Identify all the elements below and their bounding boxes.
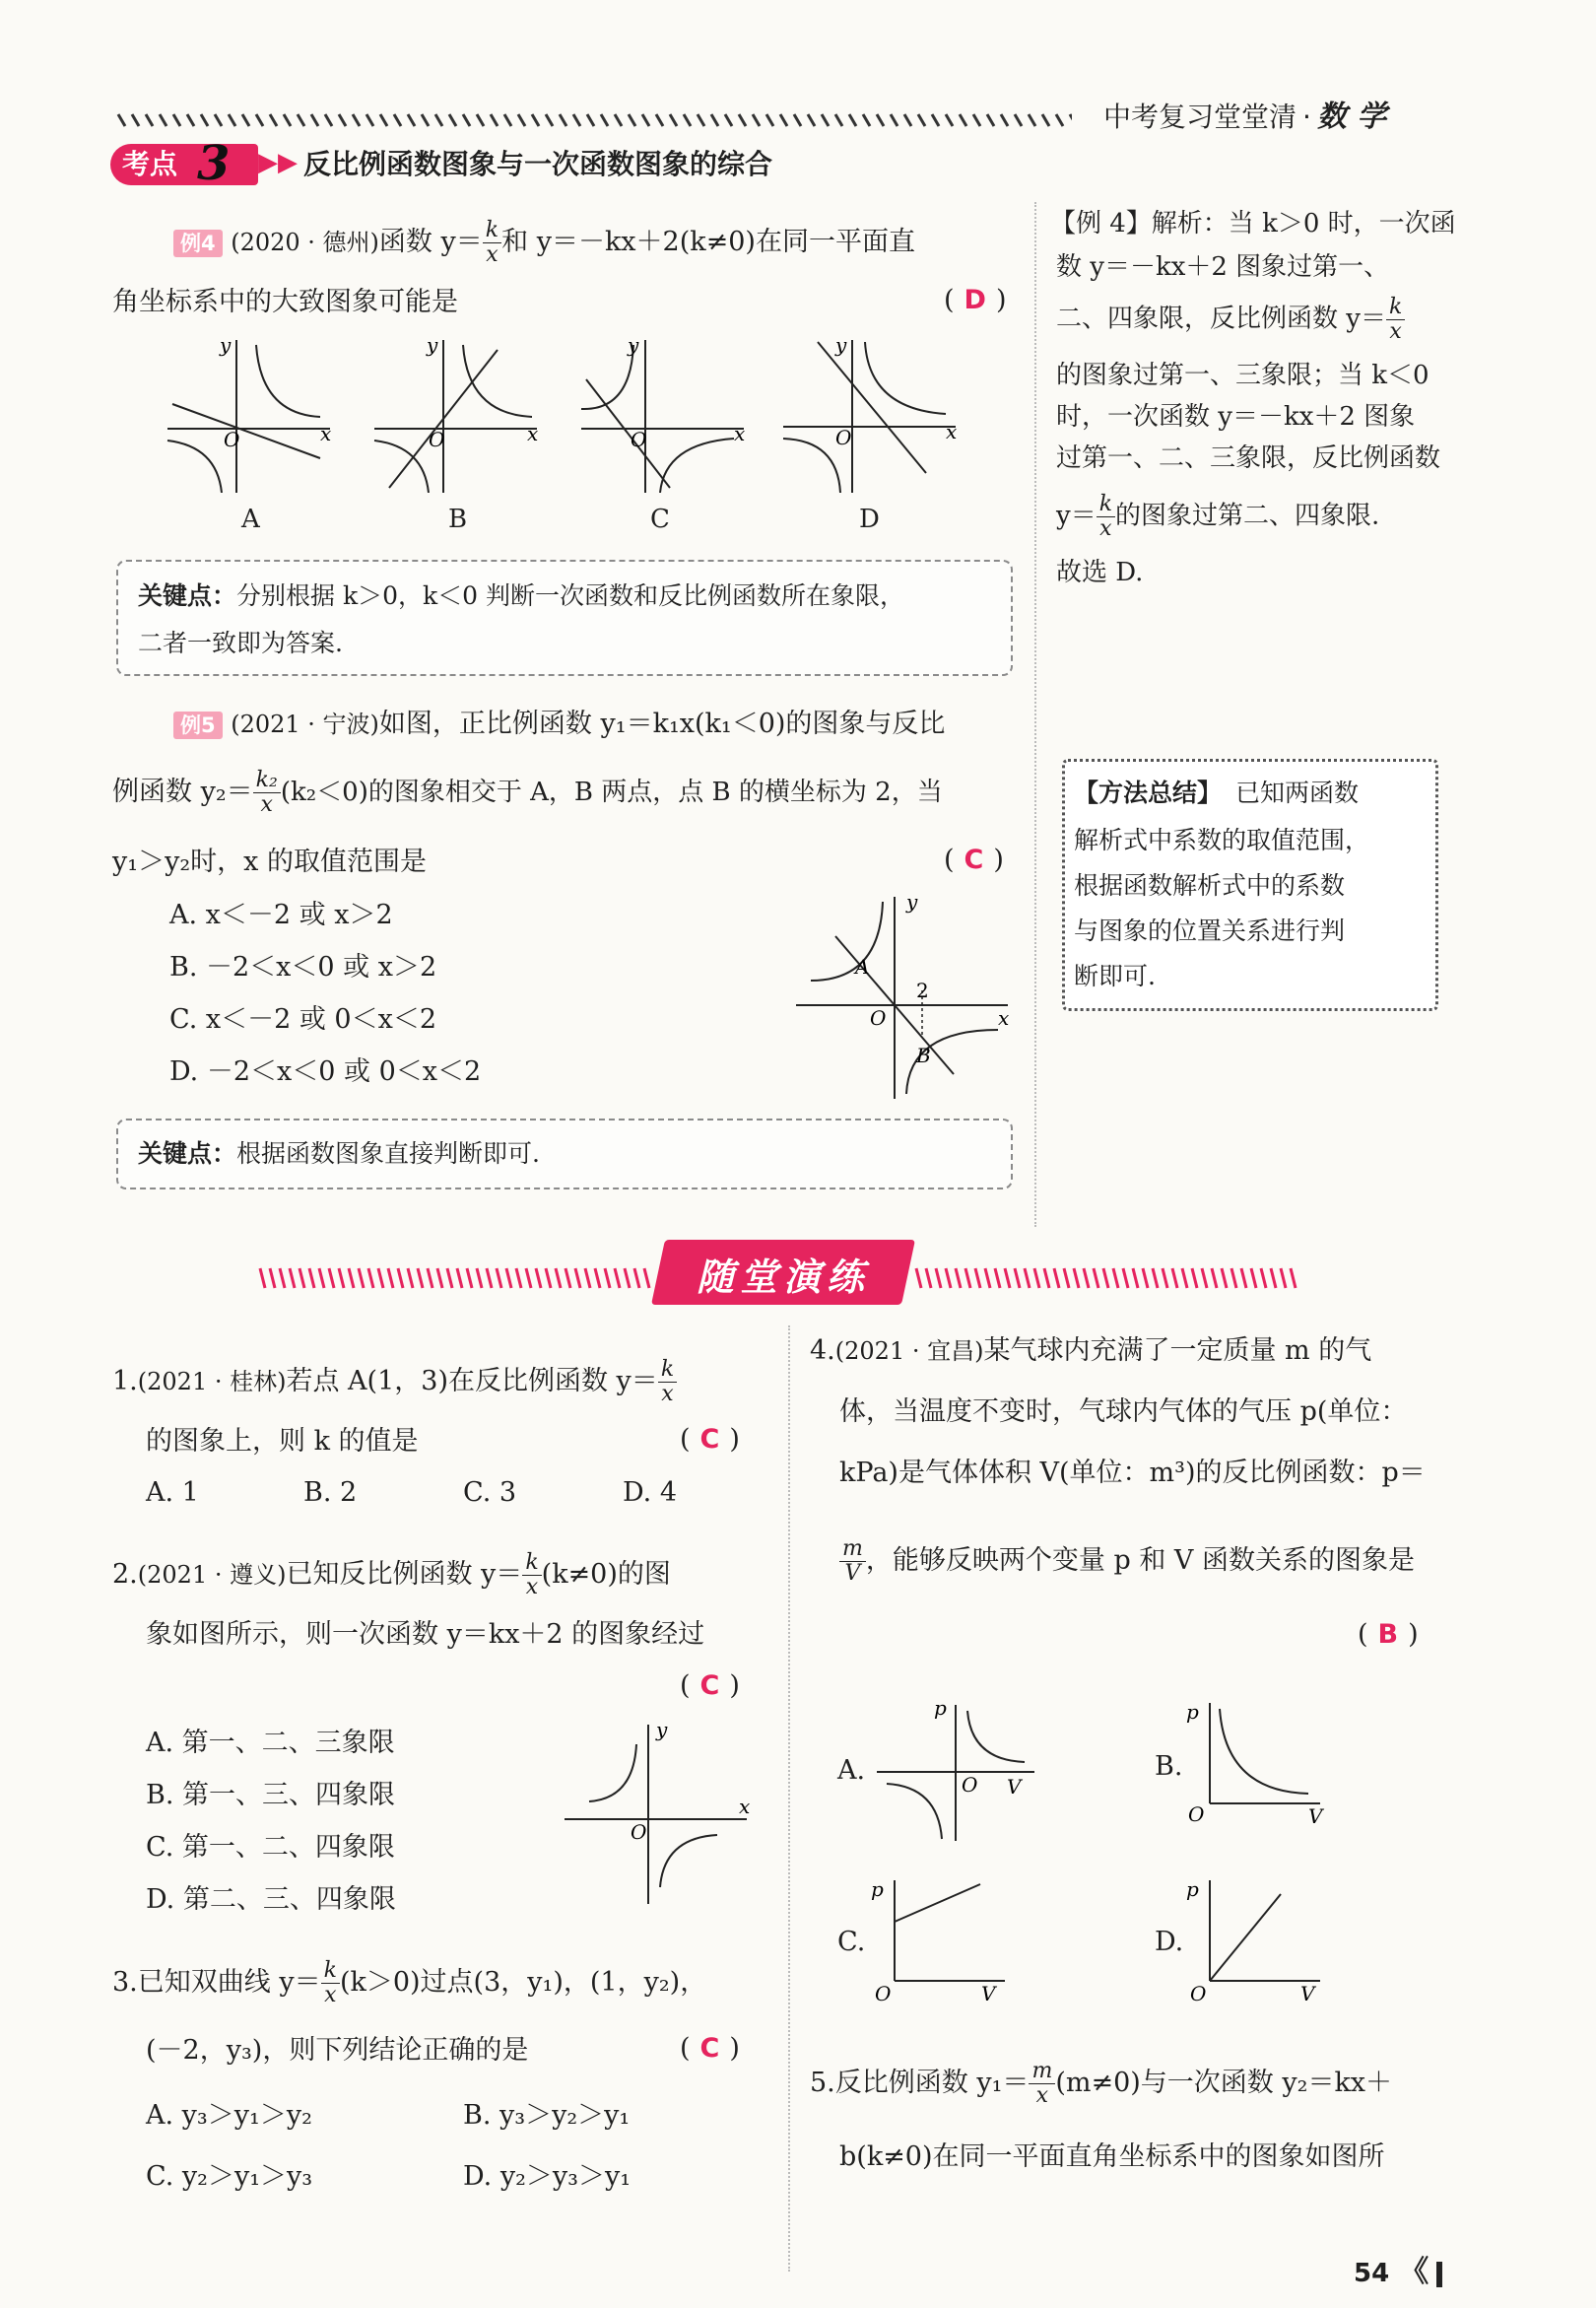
q4-graph-c (867, 1872, 1015, 2005)
q1-frac-den: x (661, 1382, 674, 1406)
key-point-1-line2: 二者一致即为答案. (138, 629, 343, 657)
q5-frac-den: x (1035, 2083, 1049, 2108)
q3-line1 (112, 1959, 706, 2007)
ex5-answer-value: C (964, 845, 984, 875)
q5-num: 5. (810, 2068, 835, 2098)
q4-a-p: p (934, 1696, 947, 1720)
q2-frac-den: x (525, 1575, 539, 1599)
ex4-answer-open: ( (944, 285, 955, 315)
method-label: 【方法总结】 (1074, 779, 1223, 807)
ex5-graph-o: O (870, 1006, 887, 1030)
ex4-tag: 例4 (173, 230, 223, 257)
ex4-text-b: 和 y＝－kx＋2(k≠0)在同一平面直 (501, 227, 915, 257)
ex4-option-b: B (448, 505, 468, 534)
ex5-answer (944, 844, 1004, 877)
ex4-graph-a (163, 330, 340, 493)
q1-line2: 的图象上，则 k 的值是 (146, 1426, 419, 1457)
ex5-frac-num: k₂ (253, 769, 281, 793)
q4-a-v: V (1007, 1775, 1022, 1799)
q4-answer-close: ) (1408, 1619, 1419, 1650)
q2-graph-o: O (631, 1820, 647, 1844)
q3-text-b: (k＞0)过点(3，y₁)，(1，y₂)， (339, 1967, 707, 1998)
q3-fraction (321, 1959, 340, 2007)
ex4-option-c: C (650, 505, 670, 534)
ex4-a-origin: O (224, 428, 240, 451)
q4-graph-d (1182, 1872, 1330, 2005)
q1-answer-close: ) (729, 1424, 740, 1455)
method-line3: 根据函数解析式中的系数 (1074, 871, 1346, 900)
ex4-option-d: D (859, 505, 880, 534)
ex5-option-d: D. －2＜x＜0 或 0＜x＜2 (169, 1056, 482, 1087)
q1-frac-num: k (658, 1358, 677, 1383)
q2-line1 (112, 1551, 671, 1599)
ex4-answer-value: D (964, 285, 986, 315)
q2-text-a: 已知反比例函数 y＝ (286, 1559, 523, 1590)
ex4-graph-b (369, 330, 547, 493)
q5-text-b: (m≠0)与一次函数 y₂＝kx＋ (1055, 2068, 1393, 2098)
ex4-graph-d (778, 330, 965, 493)
q2-option-c: C. 第一、二、四象限 (146, 1832, 395, 1863)
q2-line2: 象如图所示，则一次函数 y＝kx＋2 的图象经过 (146, 1619, 705, 1650)
ex5-graph (796, 887, 1018, 1104)
q2-graph (560, 1715, 757, 1907)
q4-line1-text: 某气球内充满了一定质量 m 的气 (983, 1335, 1372, 1366)
q4-frac-den: V (844, 1561, 861, 1586)
q5-frac-num: m (1029, 2060, 1055, 2084)
ex4-c-y: y (628, 333, 639, 357)
q3-option-b: B. y₃＞y₂＞y₁ (463, 2100, 631, 2131)
ex5-fraction (253, 769, 281, 817)
q4-answer-value: B (1377, 1619, 1399, 1650)
q4-c-v: V (981, 1982, 996, 2005)
column-divider (1034, 202, 1036, 1227)
ex4-a-y: y (220, 333, 232, 357)
method-line2: 解析式中系数的取值范围， (1074, 826, 1370, 854)
header-dot: · (1302, 101, 1311, 133)
header-series-name: 中考复习堂堂清 (1103, 101, 1297, 133)
kaodian-number: 3 (197, 136, 231, 191)
ex4-a-x: x (320, 422, 332, 445)
page-number (1354, 2247, 1442, 2290)
ex5-line1 (173, 708, 945, 741)
ex4-line1 (173, 219, 915, 267)
side1-line5: 时，一次函数 y＝－kx＋2 图象 (1056, 402, 1416, 432)
ex5-graph-x: x (998, 1006, 1010, 1030)
side1-line2: 数 y＝－kx＋2 图象过第一、 (1056, 252, 1390, 282)
q1-source: (2021 · 桂林) (137, 1368, 287, 1395)
q1-option-b: B. 2 (303, 1477, 358, 1508)
page-mark: 《 (1399, 2255, 1430, 2289)
q2-graph-y: y (656, 1718, 668, 1741)
q3-text-a: 已知双曲线 y＝ (137, 1967, 321, 1998)
page-number-value: 54 (1354, 2259, 1390, 2288)
ex4-c-origin: O (631, 428, 647, 451)
method-line1-text: 已知两函数 (1235, 779, 1360, 807)
q4-b-v: V (1308, 1804, 1323, 1828)
side1-line8: 故选 D. (1056, 558, 1144, 587)
q4-c-o: O (875, 1982, 892, 2005)
side1-fraction-1 (1386, 296, 1405, 344)
q4-fraction (839, 1537, 866, 1586)
ex5-line2 (112, 769, 943, 817)
q5-text-a: 反比例函数 y₁＝ (834, 2068, 1030, 2098)
q3-frac-num: k (321, 1959, 340, 1984)
q3-answer-open: ( (680, 2033, 691, 2064)
q4-d-v: V (1300, 1982, 1315, 2005)
q3-frac-den: x (324, 1983, 337, 2007)
ex4-fraction (483, 219, 501, 267)
ex5-graph-b: B (916, 1044, 931, 1067)
q1-num: 1. (112, 1366, 138, 1396)
ex5-graph-2: 2 (916, 979, 929, 1002)
q2-fraction (522, 1551, 541, 1599)
ex4-source: (2020 · 德州) (231, 229, 379, 256)
q3-option-c: C. y₂＞y₁＞y₃ (146, 2161, 313, 2192)
key-point-1-line1 (138, 579, 904, 613)
q4-b-o: O (1188, 1802, 1205, 1826)
q1-text: 若点 A(1，3)在反比例函数 y＝ (286, 1366, 658, 1396)
q1-option-a: A. 1 (146, 1477, 199, 1508)
ex4-frac-num: k (483, 219, 501, 243)
key-point-2-line1 (138, 1137, 540, 1171)
ex4-b-origin: O (429, 428, 445, 451)
ex5-line3: y₁＞y₂时，x 的取值范围是 (112, 847, 427, 877)
ex5-line2-b: (k₂＜0)的图象相交于 A，B 两点，点 B 的横坐标为 2，当 (280, 778, 943, 807)
q1-answer (680, 1423, 740, 1457)
q2-answer (680, 1669, 740, 1703)
side1-line3 (1056, 296, 1405, 344)
q4-source: (2021 · 宜昌) (834, 1337, 984, 1365)
q4-d-o: O (1190, 1982, 1207, 2005)
ex5-option-c: C. x＜－2 或 0＜x＜2 (169, 1004, 437, 1035)
method-line4: 与图象的位置关系进行判 (1074, 916, 1346, 945)
ex4-d-origin: O (835, 426, 852, 449)
side1-line7-b: 的图象过第二、四象限. (1115, 501, 1380, 531)
q1-line1 (112, 1358, 677, 1406)
section-banner-hatch-right (914, 1265, 1298, 1291)
q4-a-o: O (962, 1773, 978, 1797)
q3-line2: (－2，y₃)，则下列结论正确的是 (146, 2035, 529, 2066)
side1-line7 (1056, 493, 1379, 541)
q3-answer-close: ) (729, 2033, 740, 2064)
ex4-d-x: x (946, 420, 958, 443)
q4-line2: 体，当温度不变时，气球内气体的气压 p(单位： (839, 1396, 1408, 1427)
header-series (1103, 101, 1386, 134)
ex5-answer-close: ) (993, 845, 1004, 875)
side1-frac2-num: k (1097, 493, 1115, 517)
key-point-1-label: 关键点： (138, 581, 237, 610)
ex5-graph-y: y (906, 890, 918, 914)
side1-fraction-2 (1097, 493, 1115, 541)
q4-d-p: p (1186, 1877, 1199, 1901)
q2-num: 2. (112, 1559, 138, 1590)
ex5-option-b: B. －2＜x＜0 或 x＞2 (169, 952, 437, 983)
q4-frac-num: m (839, 1537, 866, 1562)
q3-num: 3. (112, 1967, 138, 1998)
section-banner-hatch-left (258, 1265, 652, 1291)
q3-option-d: D. y₂＞y₃＞y₁ (463, 2161, 632, 2192)
q4-c-p: p (871, 1877, 884, 1901)
q4-line4 (839, 1537, 1415, 1586)
ex5-answer-open: ( (944, 845, 955, 875)
q1-answer-value: C (699, 1424, 720, 1455)
ex4-answer-close: ) (995, 285, 1007, 315)
q4-option-a: A. (837, 1755, 866, 1786)
q5-line2: b(k≠0)在同一平面直角坐标系中的图象如图所 (839, 2141, 1385, 2172)
key-point-2-label: 关键点： (138, 1139, 237, 1168)
kaodian-arrows: ▶▶ (258, 148, 298, 177)
side1-line4: 的图象过第一、三象限；当 k＜0 (1056, 361, 1430, 390)
q2-answer-open: ( (680, 1670, 691, 1701)
q3-option-a: A. y₃＞y₁＞y₂ (146, 2100, 312, 2131)
page-bar (1436, 2262, 1442, 2287)
ex4-answer (944, 284, 1007, 317)
ex5-tag: 例5 (173, 712, 223, 739)
ex5-frac-den: x (260, 792, 273, 817)
ex4-c-x: x (734, 422, 746, 445)
q4-line1 (810, 1334, 1371, 1368)
ex4-d-y: y (835, 333, 847, 357)
q4-option-d: D. (1155, 1927, 1184, 1957)
header-dash-rule (116, 110, 1072, 130)
ex4-frac-den: x (486, 242, 499, 267)
ex5-source: (2021 · 宁波) (231, 711, 379, 738)
ex4-b-x: x (527, 422, 539, 445)
q4-line4-text: ，能够反映两个变量 p 和 V 函数关系的图象是 (865, 1545, 1415, 1576)
q1-fraction (658, 1358, 677, 1406)
side1-line7-a: y＝ (1056, 501, 1097, 531)
ex4-text-a: 函数 y＝ (378, 227, 483, 257)
kaodian-label: 考点 (122, 148, 178, 180)
q4-option-b: B. (1155, 1751, 1183, 1782)
side1-frac1-den: x (1389, 319, 1402, 344)
q2-frac-num: k (522, 1551, 541, 1576)
header-subject: 数 学 (1316, 100, 1387, 134)
ex5-line2-a: 例函数 y₂＝ (112, 777, 253, 807)
side1-line3-text: 二、四象限，反比例函数 y＝ (1056, 304, 1386, 334)
q1-answer-open: ( (680, 1424, 691, 1455)
q4-line3: kPa)是气体体积 V(单位：m³)的反比例函数：p＝ (839, 1458, 1426, 1488)
q5-line1 (810, 2060, 1392, 2108)
q2-option-d: D. 第二、三、四象限 (146, 1884, 396, 1915)
q2-source: (2021 · 遵义) (137, 1561, 287, 1589)
column-divider-lower (788, 1325, 790, 2272)
q4-num: 4. (810, 1335, 835, 1366)
key-point-2-text: 根据函数图象直接判断即可. (236, 1139, 540, 1168)
q3-answer-value: C (699, 2033, 720, 2064)
side1-line6: 过第一、二、三象限，反比例函数 (1056, 443, 1441, 473)
q2-graph-x: x (739, 1795, 751, 1818)
side1-frac1-num: k (1386, 296, 1405, 320)
q4-answer-open: ( (1358, 1619, 1368, 1650)
section-title: 随堂演练 (696, 1256, 870, 1299)
q2-answer-close: ) (729, 1670, 740, 1701)
q3-answer (680, 2032, 740, 2066)
q4-b-p: p (1186, 1700, 1199, 1724)
ex5-graph-a: A (855, 955, 870, 979)
q4-graph-b (1182, 1695, 1330, 1828)
q2-option-a: A. 第一、二、三象限 (146, 1728, 395, 1758)
method-line1 (1074, 777, 1359, 810)
q1-option-c: C. 3 (463, 1477, 517, 1508)
q1-option-d: D. 4 (623, 1477, 678, 1508)
side1-line1: 【例 4】解析：当 k＞0 时，一次函 (1050, 209, 1456, 238)
ex4-option-a: A (241, 505, 260, 534)
key-point-1-text: 分别根据 k＞0，k＜0 判断一次函数和反比例函数所在象限， (236, 581, 905, 610)
method-line5: 断即可. (1074, 962, 1156, 990)
ex4-graph-c (576, 330, 754, 493)
kaodian-title: 反比例函数图象与一次函数图象的综合 (303, 148, 773, 180)
q5-fraction (1029, 2060, 1055, 2108)
q2-option-b: B. 第一、三、四象限 (146, 1780, 396, 1810)
q4-answer (1358, 1618, 1419, 1652)
q2-text-b: (k≠0)的图 (541, 1559, 671, 1590)
ex4-line2: 角坐标系中的大致图象可能是 (112, 287, 458, 317)
q2-answer-value: C (699, 1670, 720, 1701)
q4-option-c: C. (837, 1927, 866, 1957)
q4-graph-a (877, 1693, 1044, 1841)
side1-frac2-den: x (1099, 516, 1112, 541)
ex5-option-a: A. x＜－2 或 x＞2 (169, 900, 393, 930)
ex4-b-y: y (427, 333, 438, 357)
ex5-text: 如图，正比例函数 y₁＝k₁x(k₁＜0)的图象与反比 (378, 709, 946, 739)
